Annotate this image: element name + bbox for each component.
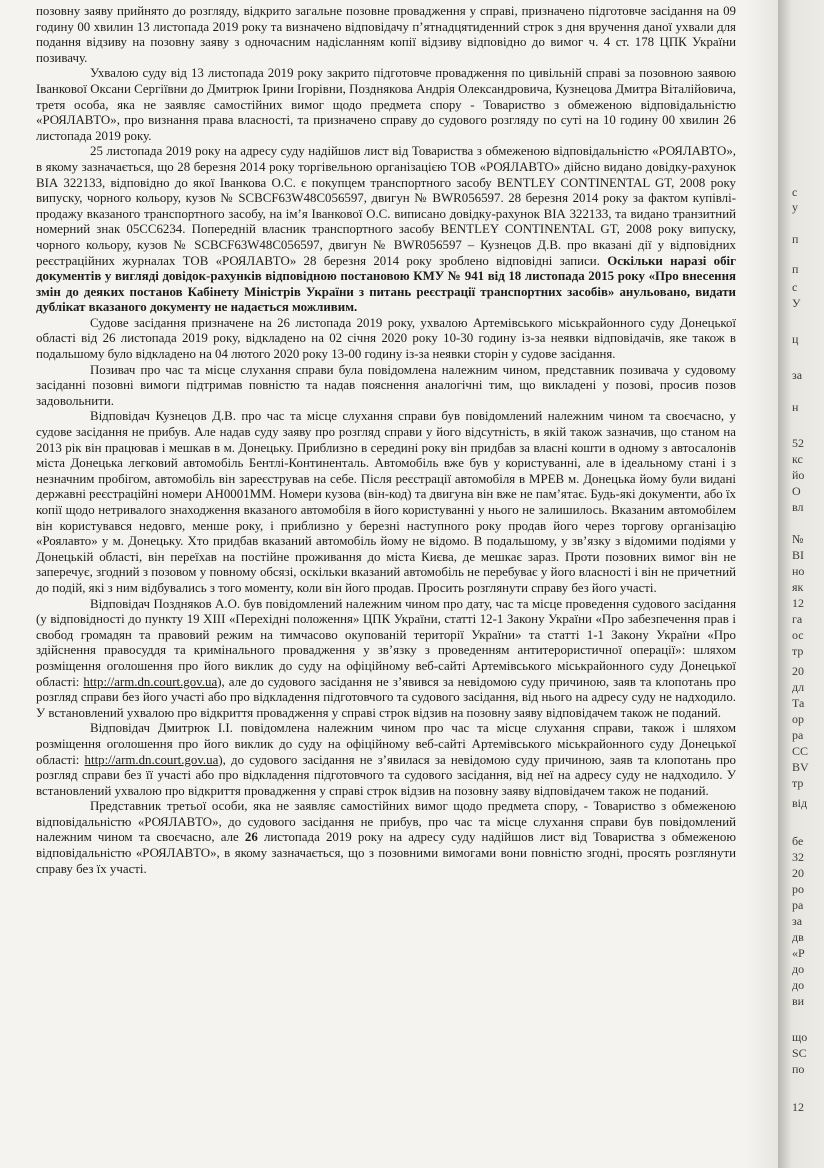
back-page-fragment: вл bbox=[792, 500, 804, 514]
back-page-fragment: 20 bbox=[792, 664, 804, 678]
back-page-fragment: п bbox=[792, 232, 799, 246]
back-page-fragment: О bbox=[792, 484, 801, 498]
back-page-fragment: ра bbox=[792, 728, 804, 742]
back-page-fragment: га bbox=[792, 612, 803, 626]
back-page-fragment: с bbox=[792, 280, 798, 294]
back-page-fragment: дв bbox=[792, 930, 804, 944]
back-page-fragment: до bbox=[792, 978, 805, 992]
back-page-fragment: до bbox=[792, 962, 805, 976]
text-run: 25 листопада 2019 року на адресу суду надійшов лист від Товариства з обмеженою відповідальністю «РОЯЛАВТО», в якому зазначається, що 28 березня 2014 року торгівельною організацією ТОВ «РОЯЛАВТО» дійсно видано довідку-рахунок ВІА 322133, відповідно до якої Іванкова О.С. є покупцем транспортного засобу BENTLEY CONTINENTAL GT, 2008 року випуску, чорного кольору, кузов № SCBCF63W48C056597, двигун № BWR056597. 28 березня 2014 року за фактом купівлі-продажу вказаного транспортного засобу, на ім’я Іванкової О.С. виписано довідку-рахунок ВІА 322133, та видано транзитний номерний знак 05СС6234. Попередній власник транспортного засобу BENTLEY CONTINENTAL GT, 2008 року випуску, чорного кольору, кузов № SCBCF63W48C056597, двигун № BWR056597 – Кузнецов Д.В. про вказані дії у відповідних реєстраційних журналах ТОВ «РОЯЛАВТО» 28 березня 2014 року зроблено відповідні записи. bbox=[36, 144, 736, 268]
text-run: Судове засідання призначене на 26 листопада 2019 року, ухвалою Артемівського міськрайонного суду Донецької області від 26 листопада 2019 року, відкладено на 02 січня 2020 року 10-30 годину із-за неявки відповідачів, яке також в подальшому було відкладено на 04 лютого 2020 року 13-00 годину із-за неявки сторін у судове засідання. bbox=[36, 315, 736, 362]
text-run: Відповідач Кузнецов Д.В. про час та місце слухання справи був повідомлений належним чином та своєчасно, у судове засідання не прибув. Але надав суду заяву про розгляд справи у його відсутність, в якій також зазначив, що станом на 2013 рік він працював і мешкав в м. Донецьку. Приблизно в середині року він придбав за власні кошти в одному з автосалонів міста Донецька легковий автомобіль Бентлі-Континенталь. Автомобіль вже був у користуванні, але в ідеальному стані і з незначним пробігом, автомобіль він зареєстрував на себе. Після реєстрації автомобіля в МРЕВ м. Донецька йому були видані державні реєстраційні номери АН0001ММ. Номери кузова (він-код) та двигуна він вже не пам’ятає. Будь-які документи, або їх копії щодо нетривалого знаходження вказаного автомобіля в його користуванні у нього не залишилось. Вказаним автомобілем він користувався недовго, менше року, і приблизно у березні наступного року продав його через торгову організацію «Роялавто» у м. Донецьку. Хто придбав вказаний автомобіль йому не відомо. В подальшому, у зв’язку з відомими подіями у Донецькій області, він переїхав на постійне проживання до міста Києва, де мешкає зараз. Проти позовних вимог він не заперечує, згодний з позовом у повному обсязі, оскільки вказаний автомобіль не перебуває у його власності і він не причетний до подій, які з ним відбувались з того моменту, коли він його продав. Просить розглянути справу без його участі. bbox=[36, 409, 736, 595]
back-page-fragment: тр bbox=[792, 776, 804, 790]
text-run: Ухвалою суду від 13 листопада 2019 року закрито підготовче провадження по цивільній справі за позовною заявою Іванкової Оксани Сергіївни до Дмитрюк Ірини Ігорівни, Позднякова Андрія Олександровича, Кузнецова Дмитра Віталійовича, третя особа, яка не заявляє самостійних вимог щодо предмета спору - Товариство з обмеженою відповідальністю «РОЯЛАВТО», про визнання права власності, та призначено справу до судового розгляду по суті на 10 годину 00 хвилин 26 листопада 2019 року. bbox=[36, 66, 736, 143]
text-run: Представник третьої особи, яка не заявляє самостійних вимог щодо предмета спору, - Товариство з обмеженою відповідальністю «РОЯЛАВТО», до судового засідання не прибув, про час та місце слухання справи був повідомлений належним чином та своєчасно, але bbox=[36, 799, 736, 845]
text-run: Відповідач Дмитрюк І.І. повідомлена належним чином про час та місце слухання справи, також і шляхом розміщення оголошення про його виклик до суду на офіційному веб-сайті Артемівського міськрайонного суду Донецької області: bbox=[36, 721, 736, 767]
document-body bbox=[36, 4, 736, 877]
back-page-fragment: по bbox=[792, 1062, 805, 1076]
back-page-fragment: 52 bbox=[792, 436, 804, 450]
back-page-fragment: 12 bbox=[792, 596, 804, 610]
back-page-fragment: ви bbox=[792, 994, 805, 1008]
text-run: ), до судового засідання не з’явилася за невідомою суду причиною, заяв та клопотань про розгляд справи без її участі або про відкладення підготовчого та судового засідання, від неї на адресу суду не надходило. У встановлений ухвалою про відкриття провадження у справі строк відзив на позовну заяву відповідачем також не поданий. bbox=[36, 752, 737, 798]
text-run: позовну заяву прийнято до розгляду, відкрито загальне позовне провадження у справі, призначено підготовче засідання на 09 годину 00 хвилин 13 листопада 2019 року та визначено відповідачу п’ятнадцятиденний строк з дня вручення даної ухвали для подання відзиву на позовну заяву з одночасним надісланням копії відзиву відповідно до вимог ч. 4 ст. 178 ЦПК України позивачу. bbox=[36, 4, 736, 65]
paragraph bbox=[36, 4, 736, 66]
underlying-page-edge bbox=[778, 0, 824, 1168]
back-page-fragment: У bbox=[792, 296, 801, 310]
paragraph bbox=[36, 799, 736, 877]
back-page-fragment: ц bbox=[792, 332, 799, 346]
back-page-fragment: № bbox=[792, 532, 804, 546]
back-page-fragment: н bbox=[792, 400, 799, 414]
back-page-fragment: що bbox=[792, 1030, 808, 1044]
back-page-fragment: 32 bbox=[792, 850, 804, 864]
back-page-fragment: кс bbox=[792, 452, 803, 466]
back-page-fragment: бе bbox=[792, 834, 804, 848]
court-website-link[interactable]: http://arm.dn.court.gov.ua bbox=[84, 752, 219, 767]
back-page-fragment: 20 bbox=[792, 866, 804, 880]
back-page-fragment: за bbox=[792, 914, 803, 928]
paragraph bbox=[36, 363, 736, 410]
back-page-fragment: с bbox=[792, 185, 798, 199]
text-run: Відповідач Поздняков А.О. був повідомлений належним чином про дату, час та місце проведення судового засідання (у відповідності до пункту 19 ХІІІ «Перехідні положення» ЦПК України, статті 12-1 Закону України «Про забезпечення прав і свобод громадян та правовий режим на тимчасово окупованій території України» та статті 1-1 Закону України «Про здійснення правосуддя та кримінального провадження у зв’язку з проведенням антитерористичної операції»: шляхом розміщення оголошення про його виклик до суду на офіційному веб-сайті Артемівського міськрайонного суду Донецької області: bbox=[36, 596, 736, 689]
text-run: листопада 2019 року на адресу суду надійшов лист від Товариства з обмеженою відповідальністю «РОЯЛАВТО», в якому зазначається, що з позовними вимогами вони повністю згодні, просять розглянути справу без їх участі. bbox=[36, 830, 736, 876]
bold-text: Оскільки наразі обіг документів у вигляді довідок-рахунків відповідною постановою КМУ № 941 від 18 листопада 2015 року «Про внесення змін до деяких постанов Кабінету Міністрів України з питань реєстрації транспортних засобів» анульовано, видати дублікат вказаного документу не надається можливим. bbox=[36, 253, 736, 315]
back-page-fragment: у bbox=[792, 200, 798, 214]
back-page-fragment: ор bbox=[792, 712, 804, 726]
back-page-fragment: 12 bbox=[792, 1100, 804, 1114]
back-page-fragment: тр bbox=[792, 644, 804, 658]
back-page-fragment: «Р bbox=[792, 946, 805, 960]
back-page-fragment: Та bbox=[792, 696, 805, 710]
back-page-fragment: СС bbox=[792, 744, 809, 758]
back-page-fragment: йо bbox=[792, 468, 805, 482]
paragraph bbox=[36, 66, 736, 144]
back-page-fragment: ро bbox=[792, 882, 804, 896]
back-page-fragment: дл bbox=[792, 680, 805, 694]
court-website-link[interactable]: http://arm.dn.court.gov.ua bbox=[83, 674, 218, 689]
bold-text: 26 bbox=[244, 830, 258, 845]
back-page-fragment: ос bbox=[792, 628, 804, 642]
text-run: Позивач про час та місце слухання справи була повідомлена належним чином, представник позивача у судовому засіданні позовні вимоги підтримав повністю та надав пояснення аналогічні тим, що викладені у позові, просив позов задовольнити. bbox=[36, 362, 736, 408]
back-page-fragment: BV bbox=[792, 760, 809, 774]
back-page-fragment: за bbox=[792, 368, 803, 382]
paragraph bbox=[36, 597, 736, 722]
back-page-fragment: від bbox=[792, 796, 808, 810]
back-page-fragment: п bbox=[792, 262, 799, 276]
paragraph bbox=[36, 721, 736, 799]
page-curl-shadow bbox=[746, 0, 780, 1168]
back-page-fragment: но bbox=[792, 564, 805, 578]
paragraph bbox=[36, 316, 736, 363]
back-page-fragment: ра bbox=[792, 898, 804, 912]
back-page-fragment: ВІ bbox=[792, 548, 804, 562]
text-run: ), але до судового засідання не з’явився за невідомою суду причиною, заяв та клопотань про розгляд справи без його участі або про відкладення підготовчого та судового засідання, від нього на адресу суду не надходило. У встановлений ухвалою про відкриття провадження у справі строк відзив на позовну заяву відповідачем також не поданий. bbox=[36, 674, 736, 720]
paragraph bbox=[36, 144, 736, 316]
back-page-fragment: як bbox=[792, 580, 804, 594]
back-page-fragment: SC bbox=[792, 1046, 807, 1060]
paragraph bbox=[36, 409, 736, 596]
